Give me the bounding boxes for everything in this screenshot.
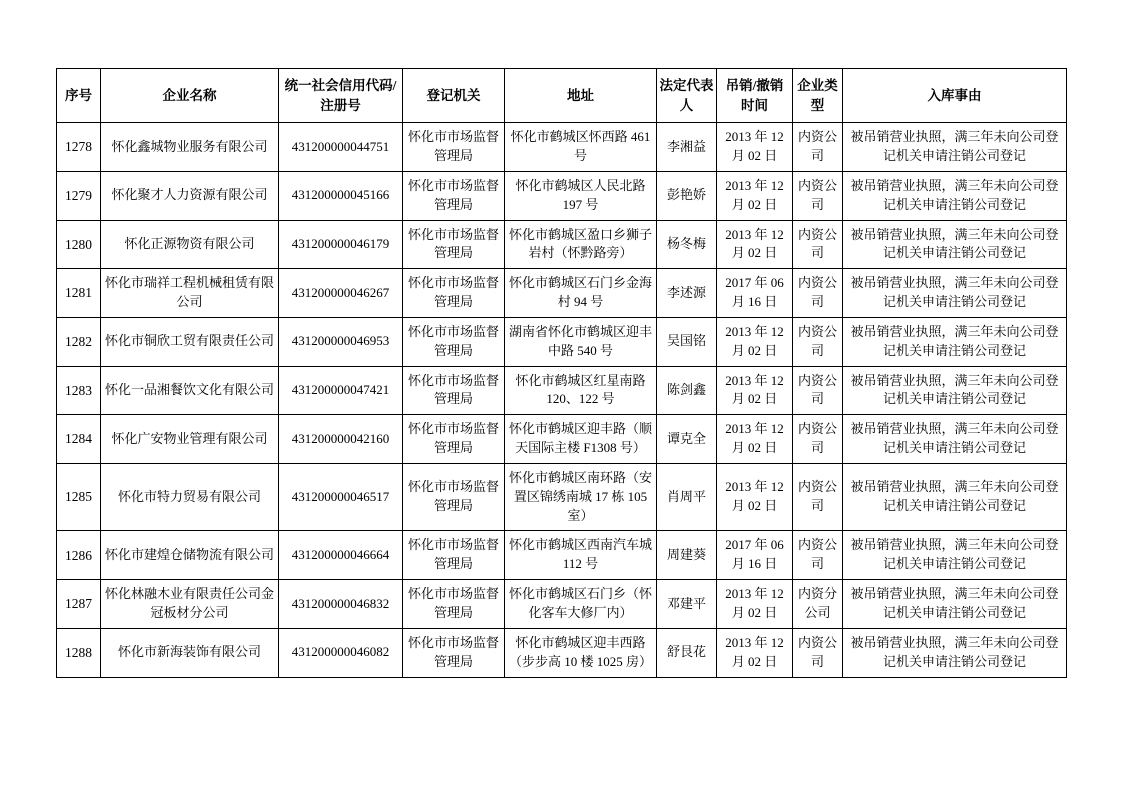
cell-address: 怀化市鹤城区迎丰路（顺天国际主楼 F1308 号） [505,415,657,464]
cell-seq: 1278 [57,123,101,172]
cell-reason: 被吊销营业执照，满三年未向公司登记机关申请注销公司登记 [843,220,1067,269]
cell-enterprise-type: 内资公司 [793,123,843,172]
cell-reason: 被吊销营业执照，满三年未向公司登记机关申请注销公司登记 [843,463,1067,531]
table-body [57,123,1067,677]
cell-address: 怀化市鹤城区南环路（安置区锦绣南城 17 栋 105 室） [505,463,657,531]
cell-credit-code: 431200000045166 [279,171,403,220]
table-row [57,171,1067,220]
cell-legal-representative: 谭克全 [657,415,717,464]
cell-revocation-date: 2013 年 12 月 02 日 [717,220,793,269]
cell-seq: 1280 [57,220,101,269]
cell-reason: 被吊销营业执照，满三年未向公司登记机关申请注销公司登记 [843,171,1067,220]
cell-credit-code: 431200000044751 [279,123,403,172]
cell-credit-code: 431200000046832 [279,580,403,629]
cell-address: 怀化市鹤城区人民北路 197 号 [505,171,657,220]
table-row [57,269,1067,318]
cell-reason: 被吊销营业执照，满三年未向公司登记机关申请注销公司登记 [843,415,1067,464]
table-row [57,628,1067,677]
cell-legal-representative: 陈剑鑫 [657,366,717,415]
cell-seq: 1287 [57,580,101,629]
cell-address: 怀化市鹤城区西南汽车城 112 号 [505,531,657,580]
cell-revocation-date: 2013 年 12 月 02 日 [717,628,793,677]
cell-enterprise-type: 内资公司 [793,366,843,415]
cell-credit-code: 431200000047421 [279,366,403,415]
cell-seq: 1282 [57,317,101,366]
cell-registration-authority: 怀化市市场监督管理局 [403,317,505,366]
cell-enterprise-name: 怀化市新海装饰有限公司 [101,628,279,677]
cell-enterprise-name: 怀化市瑞祥工程机械租赁有限公司 [101,269,279,318]
column-header-reason: 入库事由 [843,69,1067,123]
revoked-enterprises-table [56,68,1067,678]
cell-enterprise-type: 内资公司 [793,171,843,220]
cell-reason: 被吊销营业执照，满三年未向公司登记机关申请注销公司登记 [843,366,1067,415]
cell-registration-authority: 怀化市市场监督管理局 [403,463,505,531]
cell-enterprise-type: 内资公司 [793,531,843,580]
cell-enterprise-type: 内资公司 [793,628,843,677]
cell-address: 怀化市鹤城区石门乡金海村 94 号 [505,269,657,318]
cell-seq: 1286 [57,531,101,580]
cell-registration-authority: 怀化市市场监督管理局 [403,220,505,269]
cell-enterprise-name: 怀化市特力贸易有限公司 [101,463,279,531]
cell-seq: 1283 [57,366,101,415]
cell-seq: 1285 [57,463,101,531]
cell-revocation-date: 2013 年 12 月 02 日 [717,580,793,629]
cell-enterprise-type: 内资公司 [793,317,843,366]
table-row [57,531,1067,580]
cell-credit-code: 431200000046664 [279,531,403,580]
cell-enterprise-name: 怀化广安物业管理有限公司 [101,415,279,464]
cell-enterprise-name: 怀化一品湘餐饮文化有限公司 [101,366,279,415]
column-header-credit-code: 统一社会信用代码/注册号 [279,69,403,123]
cell-credit-code: 431200000046179 [279,220,403,269]
column-header-enterprise-type: 企业类型 [793,69,843,123]
column-header-enterprise-name: 企业名称 [101,69,279,123]
column-header-legal-representative: 法定代表人 [657,69,717,123]
cell-legal-representative: 吴国铭 [657,317,717,366]
cell-reason: 被吊销营业执照，满三年未向公司登记机关申请注销公司登记 [843,317,1067,366]
cell-reason: 被吊销营业执照，满三年未向公司登记机关申请注销公司登记 [843,580,1067,629]
cell-registration-authority: 怀化市市场监督管理局 [403,415,505,464]
cell-registration-authority: 怀化市市场监督管理局 [403,123,505,172]
cell-revocation-date: 2013 年 12 月 02 日 [717,123,793,172]
table-row [57,366,1067,415]
cell-seq: 1281 [57,269,101,318]
column-header-revocation-date: 吊销/撤销时间 [717,69,793,123]
column-header-registration-authority: 登记机关 [403,69,505,123]
cell-revocation-date: 2013 年 12 月 02 日 [717,463,793,531]
cell-address: 湖南省怀化市鹤城区迎丰中路 540 号 [505,317,657,366]
cell-reason: 被吊销营业执照，满三年未向公司登记机关申请注销公司登记 [843,628,1067,677]
cell-reason: 被吊销营业执照，满三年未向公司登记机关申请注销公司登记 [843,123,1067,172]
cell-credit-code: 431200000046953 [279,317,403,366]
column-header-seq: 序号 [57,69,101,123]
cell-enterprise-name: 怀化鑫城物业服务有限公司 [101,123,279,172]
cell-address: 怀化市鹤城区石门乡（怀化客车大修厂内） [505,580,657,629]
cell-enterprise-name: 怀化林融木业有限责任公司金冠板材分公司 [101,580,279,629]
cell-legal-representative: 肖周平 [657,463,717,531]
table-row [57,580,1067,629]
cell-enterprise-type: 内资公司 [793,415,843,464]
cell-revocation-date: 2017 年 06 月 16 日 [717,531,793,580]
cell-enterprise-type: 内资分公司 [793,580,843,629]
cell-registration-authority: 怀化市市场监督管理局 [403,580,505,629]
cell-reason: 被吊销营业执照，满三年未向公司登记机关申请注销公司登记 [843,269,1067,318]
cell-credit-code: 431200000046267 [279,269,403,318]
cell-legal-representative: 周建葵 [657,531,717,580]
cell-registration-authority: 怀化市市场监督管理局 [403,171,505,220]
cell-revocation-date: 2013 年 12 月 02 日 [717,366,793,415]
cell-legal-representative: 舒艮花 [657,628,717,677]
cell-credit-code: 431200000046082 [279,628,403,677]
cell-registration-authority: 怀化市市场监督管理局 [403,269,505,318]
cell-address: 怀化市鹤城区迎丰西路（步步高 10 楼 1025 房） [505,628,657,677]
cell-seq: 1279 [57,171,101,220]
table-header-row [57,69,1067,123]
cell-enterprise-name: 怀化市建煌仓储物流有限公司 [101,531,279,580]
cell-legal-representative: 彭艳娇 [657,171,717,220]
table-row [57,317,1067,366]
cell-address: 怀化市鹤城区怀西路 461 号 [505,123,657,172]
cell-enterprise-type: 内资公司 [793,463,843,531]
cell-revocation-date: 2013 年 12 月 02 日 [717,317,793,366]
cell-enterprise-type: 内资公司 [793,220,843,269]
cell-registration-authority: 怀化市市场监督管理局 [403,531,505,580]
cell-registration-authority: 怀化市市场监督管理局 [403,366,505,415]
cell-legal-representative: 李述源 [657,269,717,318]
cell-enterprise-name: 怀化市铜欣工贸有限责任公司 [101,317,279,366]
cell-legal-representative: 李湘益 [657,123,717,172]
table-row [57,220,1067,269]
cell-registration-authority: 怀化市市场监督管理局 [403,628,505,677]
cell-revocation-date: 2013 年 12 月 02 日 [717,415,793,464]
cell-seq: 1288 [57,628,101,677]
cell-reason: 被吊销营业执照，满三年未向公司登记机关申请注销公司登记 [843,531,1067,580]
table-row [57,463,1067,531]
column-header-address: 地址 [505,69,657,123]
cell-enterprise-name: 怀化聚才人力资源有限公司 [101,171,279,220]
cell-legal-representative: 邓建平 [657,580,717,629]
table-header [57,69,1067,123]
table-row [57,415,1067,464]
cell-enterprise-type: 内资公司 [793,269,843,318]
cell-enterprise-name: 怀化正源物资有限公司 [101,220,279,269]
cell-revocation-date: 2013 年 12 月 02 日 [717,171,793,220]
cell-credit-code: 431200000042160 [279,415,403,464]
cell-legal-representative: 杨冬梅 [657,220,717,269]
cell-address: 怀化市鹤城区红星南路 120、122 号 [505,366,657,415]
cell-seq: 1284 [57,415,101,464]
cell-credit-code: 431200000046517 [279,463,403,531]
table-row [57,123,1067,172]
cell-revocation-date: 2017 年 06 月 16 日 [717,269,793,318]
cell-address: 怀化市鹤城区盈口乡狮子岩村（怀黔路旁） [505,220,657,269]
